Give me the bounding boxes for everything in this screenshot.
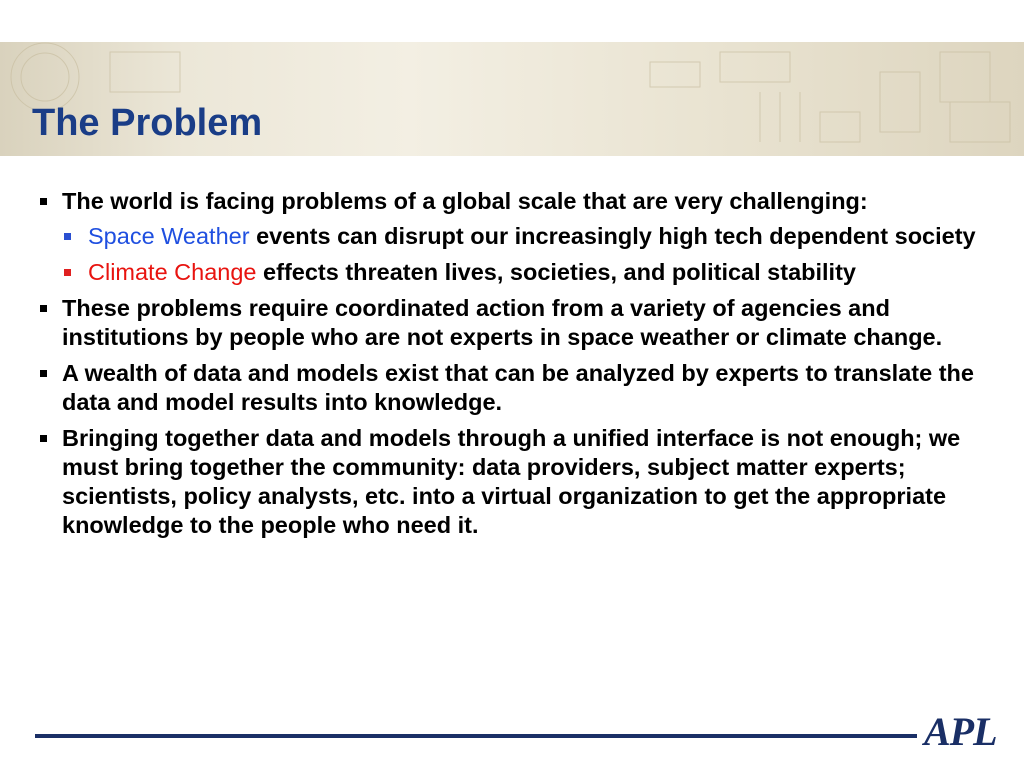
square-bullet-icon bbox=[40, 305, 47, 312]
square-bullet-icon bbox=[40, 435, 47, 442]
bullet-text: Bringing together data and models through a unified interface is not enough; we must bring together the community: data providers, subject matter experts; scientists, policy analysts, etc. into a virtual organization to get the appropriate knowledge to the people who need it. bbox=[62, 425, 961, 538]
sub-bullet-item bbox=[62, 222, 998, 251]
sub-bullet-item bbox=[62, 258, 998, 287]
square-bullet-icon bbox=[40, 198, 47, 205]
bullet-item bbox=[38, 187, 998, 287]
slide-title: The Problem bbox=[32, 102, 263, 144]
square-bullet-icon bbox=[64, 269, 71, 276]
bullet-text: The world is facing problems of a global scale that are very challenging: bbox=[62, 188, 868, 214]
apl-logo: APL bbox=[924, 709, 997, 754]
bullet-item bbox=[38, 424, 998, 540]
bullet-text: These problems require coordinated action from a variety of agencies and institutions by people who are not experts in space weather or climate change. bbox=[62, 295, 943, 350]
square-bullet-icon bbox=[40, 370, 47, 377]
highlight-space-weather: Space Weather bbox=[88, 223, 250, 249]
bullet-item bbox=[38, 359, 998, 417]
footer-rule bbox=[35, 734, 917, 738]
square-bullet-icon bbox=[64, 233, 71, 240]
highlight-climate-change: Climate Change bbox=[88, 259, 257, 285]
bullet-text: A wealth of data and models exist that can be analyzed by experts to translate the data and model results into knowledge. bbox=[62, 360, 974, 415]
sub-bullet-text: events can disrupt our increasingly high tech dependent society bbox=[249, 223, 976, 249]
sub-bullet-list bbox=[62, 222, 998, 287]
bullet-item bbox=[38, 294, 998, 352]
bullet-list bbox=[38, 187, 998, 547]
sub-bullet-text: effects threaten lives, societies, and political stability bbox=[256, 259, 856, 285]
